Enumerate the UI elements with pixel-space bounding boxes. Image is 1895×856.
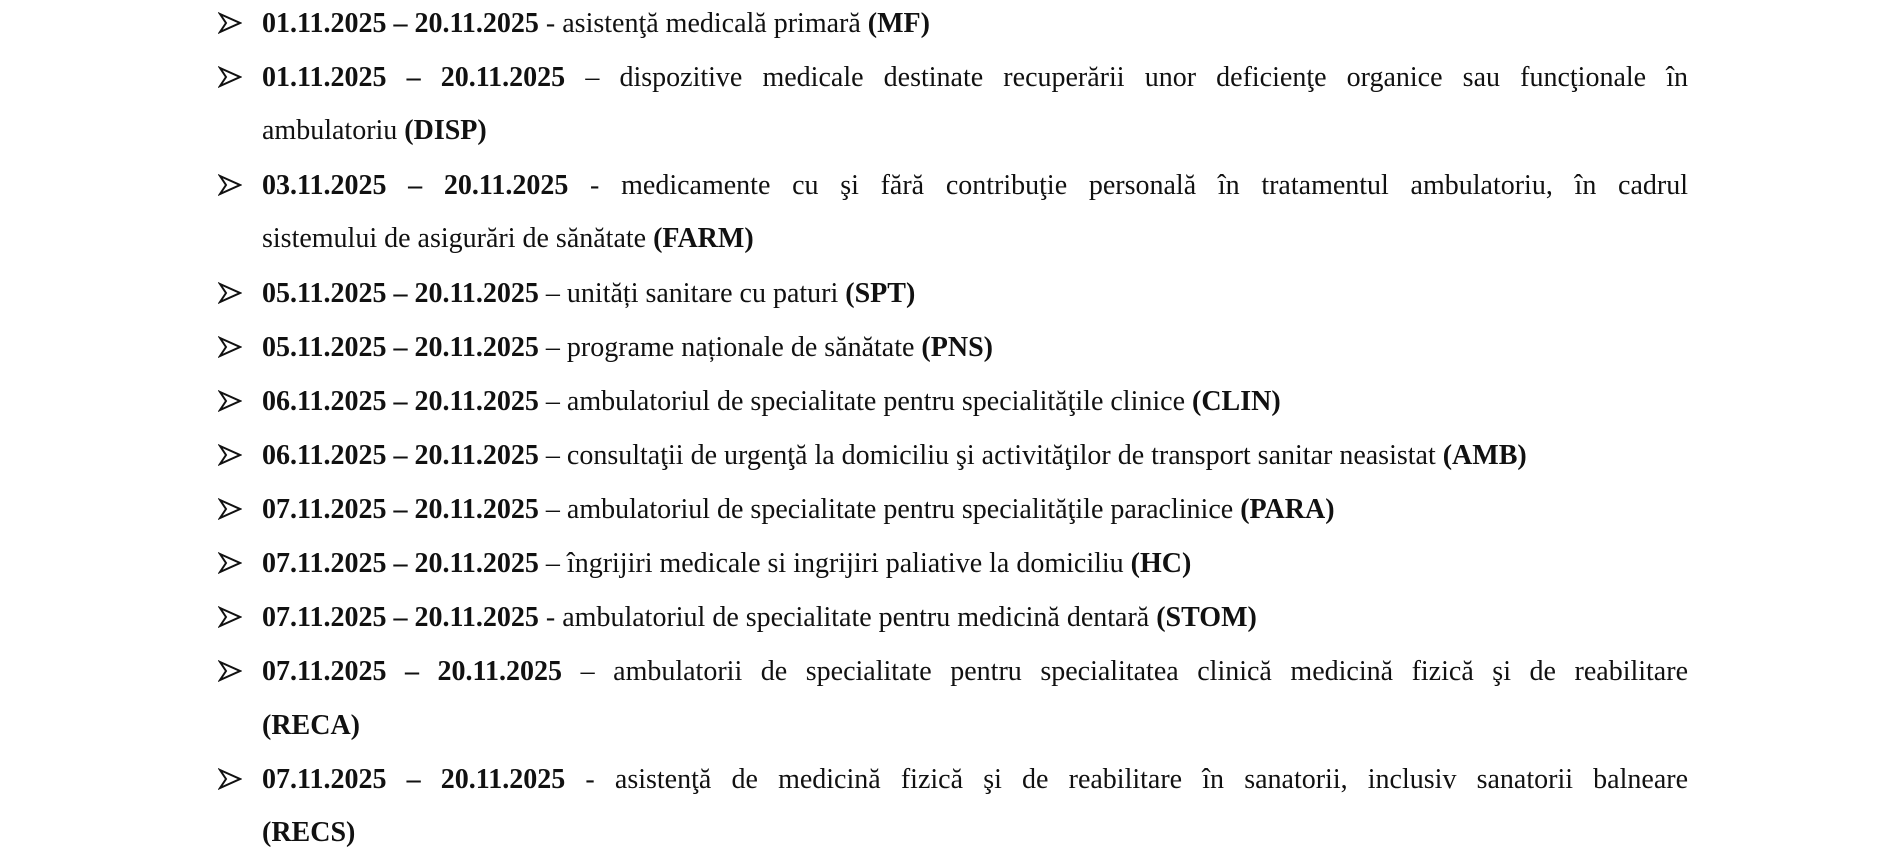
arrowhead-bullet-icon <box>218 659 246 687</box>
category-code: (DISP) <box>404 115 487 146</box>
arrowhead-bullet-icon <box>218 335 246 363</box>
list-item-line <box>262 439 1688 473</box>
category-code: (RECA) <box>262 710 360 741</box>
arrowhead-bullet-icon <box>218 281 246 309</box>
list-item-line <box>262 601 1688 635</box>
list-item-continuation <box>262 114 1688 148</box>
category-code: (STOM) <box>1156 602 1257 633</box>
description: ambulatoriul de specialitate pentru specialităţile clinice <box>566 386 1185 417</box>
separator: – <box>538 440 567 471</box>
list-item-line <box>262 385 1688 419</box>
list-item-line <box>262 61 1688 95</box>
arrowhead-bullet-icon <box>218 443 246 471</box>
separator: – <box>565 62 620 93</box>
list-item-line <box>262 655 1688 689</box>
list-item-line <box>262 547 1688 581</box>
date-range: 05.11.2025 – 20.11.2025 <box>262 278 539 309</box>
description: asistenţă medicală primară <box>562 8 861 39</box>
arrowhead-bullet-icon <box>218 497 246 525</box>
separator: - <box>538 8 563 39</box>
arrowhead-bullet-icon <box>218 605 246 633</box>
separator: - <box>538 602 563 633</box>
description: medicamente cu şi fără contribuţie personală în tratamentul ambulatoriu, în cadrul <box>621 170 1688 201</box>
separator: – <box>538 278 567 309</box>
date-range: 07.11.2025 – 20.11.2025 <box>262 602 539 633</box>
description: ambulatorii de specialitate pentru specialitatea clinică medicină fizică şi de reabilitare <box>613 656 1688 687</box>
category-code: (FARM) <box>653 223 754 254</box>
separator: – <box>538 332 567 363</box>
date-range: 03.11.2025 – 20.11.2025 <box>262 170 569 201</box>
description: consultaţii de urgenţă la domiciliu şi activităţilor de transport sanitar neasistat <box>566 440 1436 471</box>
category-code: (CLIN) <box>1192 386 1281 417</box>
category-code: (RECS) <box>262 817 356 848</box>
date-range: 07.11.2025 – 20.11.2025 <box>262 548 539 579</box>
arrowhead-bullet-icon <box>218 65 246 93</box>
list-item-continuation <box>262 709 1688 743</box>
category-code: (AMB) <box>1442 440 1527 471</box>
arrowhead-bullet-icon <box>218 767 246 795</box>
list-item-continuation <box>262 222 1688 256</box>
separator: – <box>538 494 567 525</box>
description: ambulatoriul de specialitate pentru medicină dentară <box>562 602 1150 633</box>
separator: – <box>538 386 567 417</box>
date-range: 01.11.2025 – 20.11.2025 <box>262 62 566 93</box>
arrowhead-bullet-icon <box>218 11 246 39</box>
category-code: (PARA) <box>1240 494 1335 525</box>
date-range: 06.11.2025 – 20.11.2025 <box>262 386 539 417</box>
description: dispozitive medicale destinate recuperării unor deficienţe organice sau funcţionale în <box>619 62 1688 93</box>
category-code: (HC) <box>1130 548 1192 579</box>
list-item-line <box>262 169 1688 203</box>
list-item-line <box>262 493 1688 527</box>
arrowhead-bullet-icon <box>218 389 246 417</box>
arrowhead-bullet-icon <box>218 551 246 579</box>
category-code: (MF) <box>867 8 930 39</box>
description: programe naționale de sănătate <box>566 332 915 363</box>
description: unități sanitare cu paturi <box>566 278 839 309</box>
description: ambulatoriul de specialitate pentru specialităţile paraclinice <box>566 494 1234 525</box>
separator: - <box>565 764 615 795</box>
date-range: 01.11.2025 – 20.11.2025 <box>262 8 539 39</box>
category-code: (SPT) <box>845 278 916 309</box>
separator: - <box>568 170 622 201</box>
separator: – <box>538 548 567 579</box>
separator: – <box>562 656 614 687</box>
list-item-line <box>262 763 1688 797</box>
list-item-line <box>262 7 1688 41</box>
list-item-line <box>262 277 1688 311</box>
description-continued: ambulatoriu <box>262 115 398 146</box>
description: asistenţă de medicină fizică şi de reabilitare în sanatorii, inclusiv sanatorii balneare <box>614 764 1688 795</box>
description-continued: sistemului de asigurări de sănătate <box>262 223 647 254</box>
date-range: 07.11.2025 – 20.11.2025 <box>262 656 563 687</box>
arrowhead-bullet-icon <box>218 173 246 201</box>
list-item-continuation <box>262 816 1688 850</box>
date-range: 06.11.2025 – 20.11.2025 <box>262 440 539 471</box>
date-range: 07.11.2025 – 20.11.2025 <box>262 764 566 795</box>
date-range: 07.11.2025 – 20.11.2025 <box>262 494 539 525</box>
date-range: 05.11.2025 – 20.11.2025 <box>262 332 539 363</box>
category-code: (PNS) <box>921 332 993 363</box>
list-item-line <box>262 331 1688 365</box>
description: îngrijiri medicale si ingrijiri paliative la domiciliu <box>566 548 1124 579</box>
